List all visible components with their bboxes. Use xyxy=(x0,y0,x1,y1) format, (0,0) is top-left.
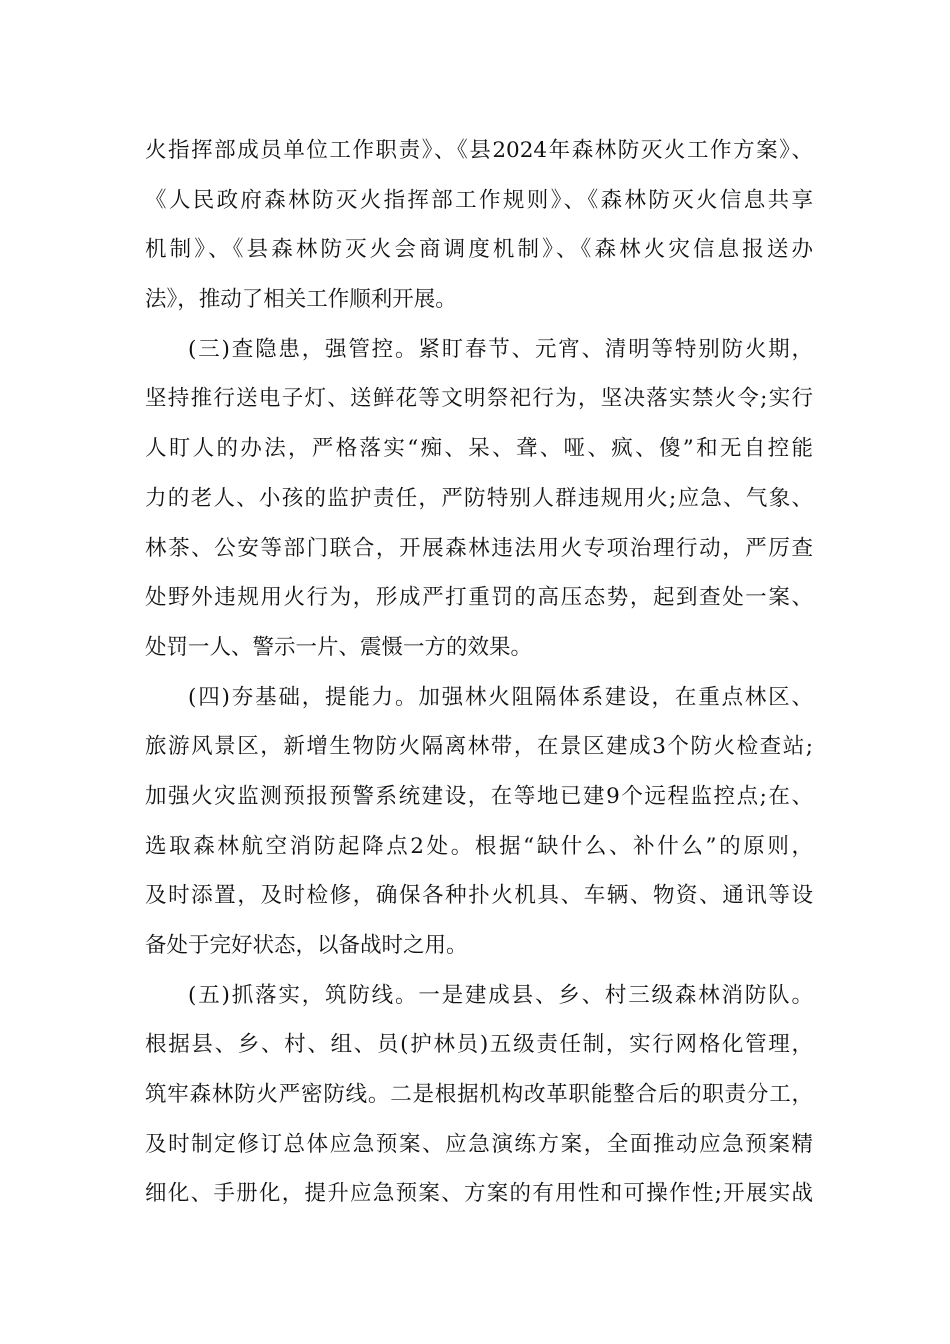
section-heading-line: (三)查隐患，强管控。紧盯春节、元宵、清明等特别防火期， xyxy=(188,336,813,362)
document-body xyxy=(145,126,813,1219)
text-line: 人盯人的办法，严格落实“痴、呆、聋、哑、疯、傻”和无自控能 xyxy=(145,436,813,462)
text-line: 备处于完好状态，以备战时之用。 xyxy=(145,933,468,958)
text-line: 根据县、乡、村、组、员(护林员)五级责任制，实行网格化管理， xyxy=(145,1032,813,1058)
text-line: 及时制定修订总体应急预案、应急演练方案，全面推动应急预案精 xyxy=(145,1131,813,1157)
text-line: 加强火灾监测预报预警系统建设，在等地已建9个远程监控点;在、 xyxy=(145,783,813,809)
text-line: 火指挥部成员单位工作职责》、《县2024年森林防灭火工作方案》、 xyxy=(145,138,813,163)
text-line: 机制》、《县森林防灭火会商调度机制》、《森林火灾信息报送办 xyxy=(145,237,813,263)
text-line: 及时添置，及时检修，确保各种扑火机具、车辆、物资、通讯等设 xyxy=(145,883,813,909)
section-heading-line: (四)夯基础，提能力。加强林火阻隔体系建设，在重点林区、 xyxy=(188,684,813,710)
text-line: 坚持推行送电子灯、送鲜花等文明祭祀行为，坚决落实禁火令;实行 xyxy=(145,386,813,412)
text-line: 处罚一人、警示一片、震慑一方的效果。 xyxy=(145,634,533,660)
text-line: 力的老人、小孩的监护责任，严防特别人群违规用火;应急、气象、 xyxy=(145,485,813,511)
section-heading-line: (五)抓落实，筑防线。一是建成县、乡、村三级森林消防队。 xyxy=(188,982,813,1008)
text-line: 《人民政府森林防灭火指挥部工作规则》、《森林防灭火信息共享 xyxy=(145,187,813,213)
text-line: 法》，推动了相关工作顺利开展。 xyxy=(145,287,457,313)
text-line: 筑牢森林防火严密防线。二是根据机构改革职能整合后的职责分工， xyxy=(145,1082,813,1108)
text-line: 林茶、公安等部门联合，开展森林违法用火专项治理行动，严厉查 xyxy=(145,535,813,561)
text-line: 旅游风景区，新增生物防火隔离林带，在景区建成3个防火检查站; xyxy=(145,734,813,760)
text-line: 选取森林航空消防起降点2处。根据“缺什么、补什么”的原则， xyxy=(145,833,813,859)
text-line: 细化、手册化，提升应急预案、方案的有用性和可操作性;开展实战 xyxy=(145,1181,813,1207)
text-line: 处野外违规用火行为，形成严打重罚的高压态势，起到查处一案、 xyxy=(145,585,813,611)
